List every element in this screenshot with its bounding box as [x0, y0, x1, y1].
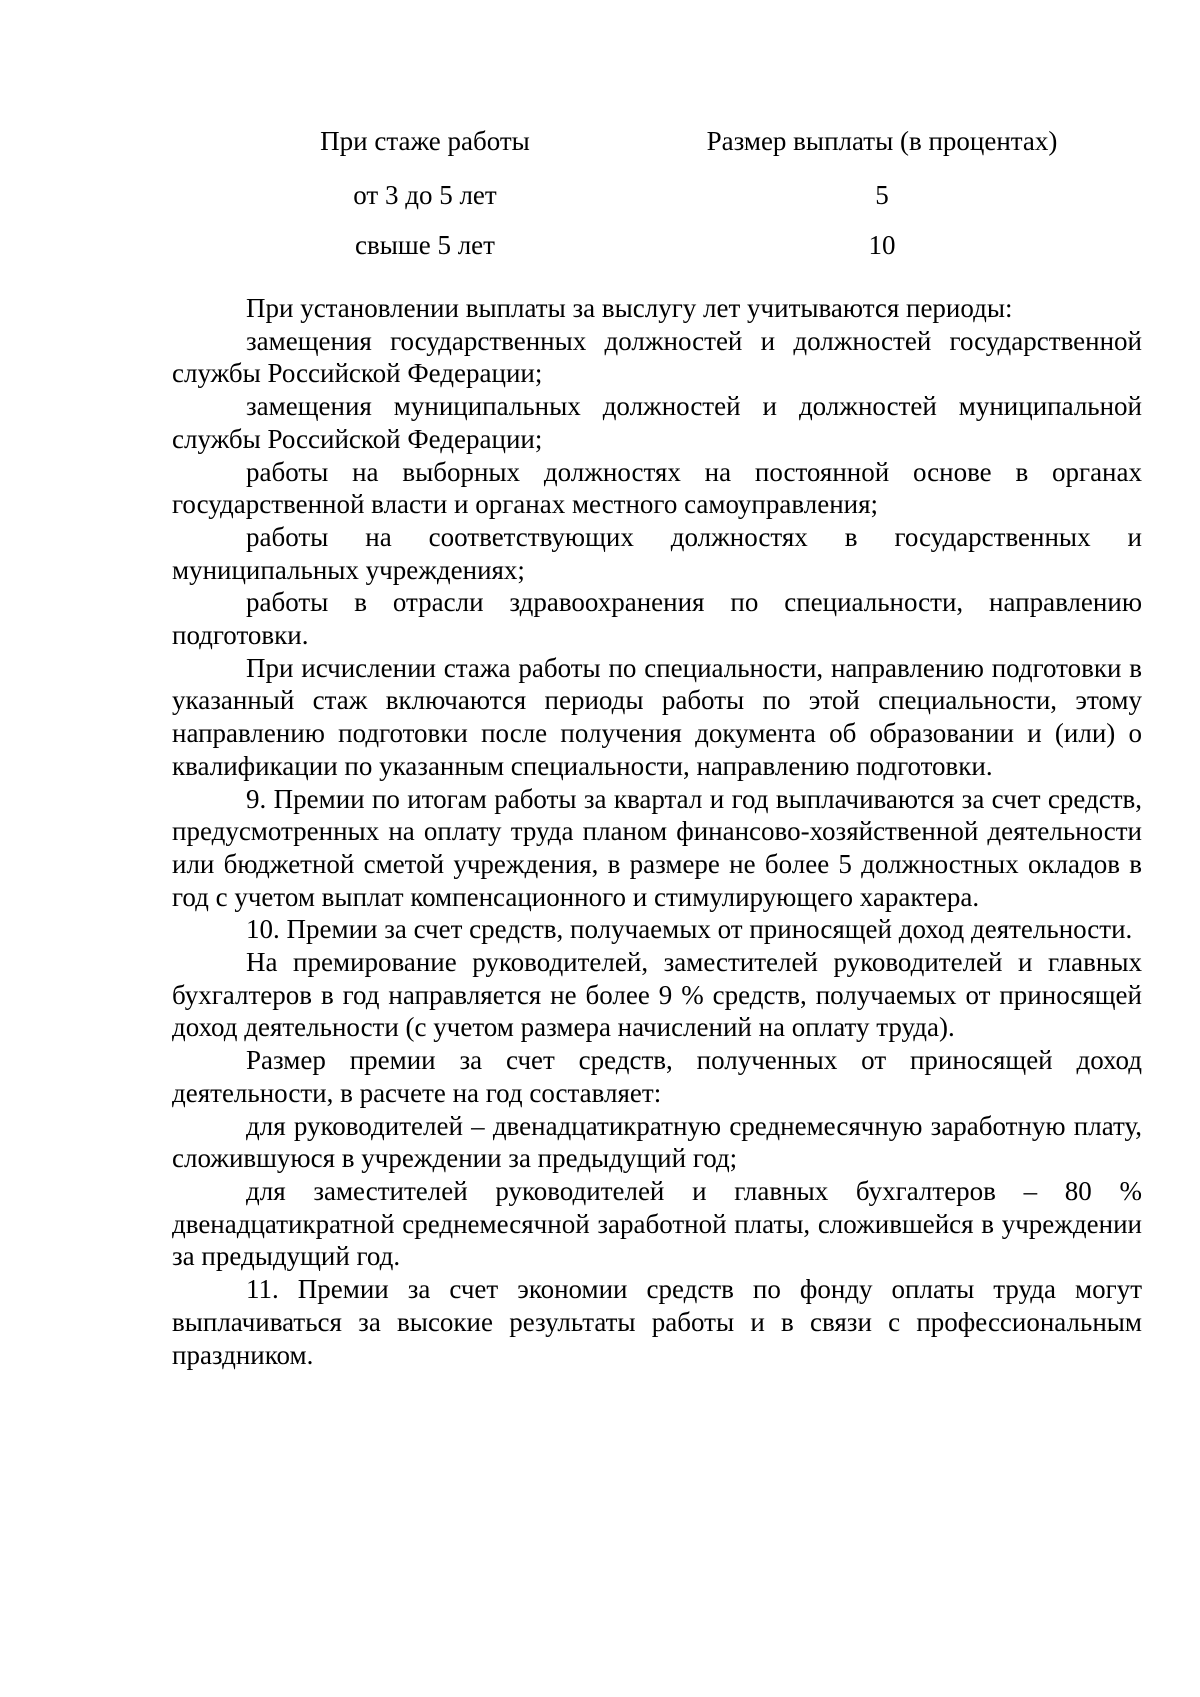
table-cell-percent: 10 [868, 230, 896, 260]
paragraph: замещения муниципальных должностей и должностей муниципальной службы Российской Федерации; [172, 391, 1142, 454]
paragraph: 9. Премии по итогам работы за квартал и год выплачиваются за счет средств, предусмотренных на оплату труда планом финансово-хозяйственной деятельности или бюджетной сметой учреждения, в размере не более 5 должностных окладов в год с учетом выплат компенсационного и стимулирующего характера. [172, 783, 1142, 912]
paragraph: На премирование руководителей, заместителей руководителей и главных бухгалтеров в год направляется не более 9 % средств, получаемых от приносящей доход деятельности (с учетом размера начислений на оплату труда). [172, 947, 1142, 1043]
paragraph: Размер премии за счет средств, полученных от приносящей доход деятельности, в расчете на год составляет: [172, 1045, 1142, 1108]
table-header-payment-size: Размер выплаты (в процентах) [706, 126, 1058, 156]
paragraph: работы в отрасли здравоохранения по специальности, направлению подготовки. [172, 587, 1142, 651]
table-cell-experience: от 3 до 5 лет [353, 180, 497, 210]
paragraph: При исчислении стажа работы по специальности, направлению подготовки в указанный стаж включаются периоды работы по этой специальности, этому направлению подготовки после получения документа об образовании и (или) о квалификации по указанным специальности, направлению подготовки. [172, 652, 1142, 781]
table-header-experience: При стаже работы [320, 126, 530, 156]
paragraph: замещения государственных должностей и должностей государственной службы Российской Федерации; [172, 325, 1142, 389]
paragraph: для руководителей – двенадцатикратную среднемесячную заработную плату, сложившуюся в учреждении за предыдущий год; [172, 1110, 1142, 1174]
paragraph: работы на выборных должностях на постоянной основе в органах государственной власти и органах местного самоуправления; [172, 456, 1142, 520]
paragraph: для заместителей руководителей и главных бухгалтеров – 80 % двенадцатикратной среднемесячной заработной платы, сложившейся в учреждении за предыдущий год. [172, 1175, 1142, 1272]
paragraph: При установлении выплаты за выслугу лет учитываются периоды: [246, 293, 1013, 323]
document-body [172, 292, 1142, 1371]
table-cell-percent: 5 [875, 180, 889, 210]
paragraph: работы на соответствующих должностях в государственных и муниципальных учреждениях; [172, 521, 1142, 585]
paragraph: 11. Премии за счет экономии средств по фонду оплаты труда могут выплачиваться за высокие результаты работы и в связи с профессиональным праздником. [172, 1274, 1142, 1370]
paragraph: 10. Премии за счет средств, получаемых от приносящей доход деятельности. [246, 914, 1133, 945]
table-cell-experience: свыше 5 лет [355, 230, 495, 260]
